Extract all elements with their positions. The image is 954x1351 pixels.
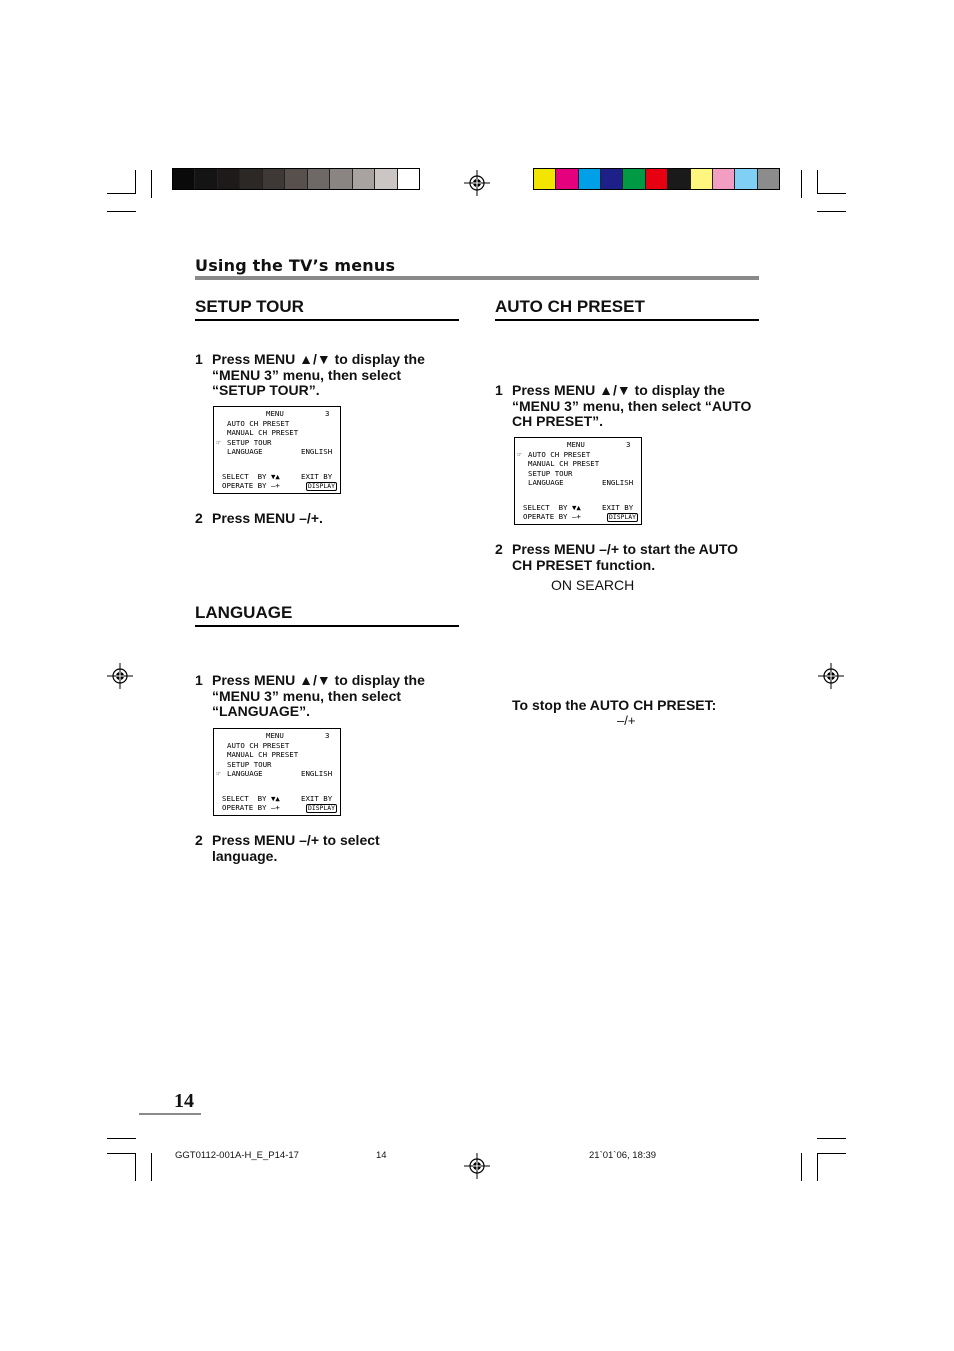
footer-timestamp: 21`01`06, 18:39	[589, 1150, 657, 1161]
setup-tour-step-1: 1 Press MENU ▲/▼ to display the “MENU 3” menu, then select “SETUP TOUR”.	[195, 351, 425, 398]
stop-auto-ch-preset-label: To stop the AUTO CH PRESET:	[512, 697, 717, 713]
grayscale-swatch	[263, 169, 285, 189]
color-bar	[533, 168, 780, 190]
footer-page: 14	[376, 1150, 387, 1161]
menu-screen-auto-ch-preset: MENU 3 ☞ AUTO CH PRESET MANUAL CH PRESET SETUP TOUR LANGUAGE ENGLISH SELECT BY ▼▲ EXIT BY OPERATE BY –+ DISPLAY	[514, 437, 642, 525]
grayscale-swatch	[195, 169, 217, 189]
hand-pointer-icon: ☞	[517, 449, 522, 459]
page-header-title: Using the TV’s menus	[195, 256, 396, 275]
page-number: 14	[174, 1090, 194, 1112]
stop-auto-ch-preset-value: –/+	[617, 713, 636, 728]
language-step-2: 2 Press MENU –/+ to select language.	[195, 832, 380, 864]
registration-mark-icon	[464, 1153, 490, 1179]
hand-pointer-icon: ☞	[216, 769, 221, 778]
registration-mark-icon	[107, 663, 133, 689]
color-swatch	[579, 169, 601, 189]
grayscale-swatch	[240, 169, 262, 189]
language-step-1: 1 Press MENU ▲/▼ to display the “MENU 3” menu, then select “LANGUAGE”.	[195, 672, 425, 719]
grayscale-swatch	[308, 169, 330, 189]
grayscale-swatch	[218, 169, 240, 189]
color-swatch	[713, 169, 735, 189]
setup-tour-heading: SETUP TOUR	[195, 297, 304, 316]
color-swatch	[646, 169, 668, 189]
menu-screen-language: MENU 3 AUTO CH PRESET MANUAL CH PRESET SETUP TOUR ☞ LANGUAGE ENGLISH SELECT BY ▼▲ EXIT BY OPERATE BY –+ DISPLAY	[213, 728, 341, 816]
registration-mark-icon	[818, 663, 844, 689]
page-header-rule	[195, 276, 759, 280]
color-swatch	[735, 169, 757, 189]
setup-tour-step-2: 2 Press MENU –/+.	[195, 510, 323, 526]
registration-mark-icon	[464, 170, 490, 196]
grayscale-bar	[172, 168, 420, 190]
color-swatch	[556, 169, 578, 189]
auto-ch-preset-rule	[495, 319, 759, 321]
menu-screen-setup-tour: MENU 3 AUTO CH PRESET MANUAL CH PRESET ☞ SETUP TOUR LANGUAGE ENGLISH SELECT BY ▼▲ EXIT BY OPERATE BY –+ DISPLAY	[213, 406, 341, 494]
auto-ch-preset-heading: AUTO CH PRESET	[495, 297, 645, 316]
color-swatch	[691, 169, 713, 189]
grayscale-swatch	[375, 169, 397, 189]
hand-pointer-icon: ☞	[216, 437, 221, 447]
footer-file: GGT0112-001A-H_E_P14-17	[175, 1150, 299, 1161]
grayscale-swatch	[285, 169, 307, 189]
color-swatch	[623, 169, 645, 189]
on-search-text: ON SEARCH	[551, 577, 635, 593]
auto-ch-preset-step-1: 1 Press MENU ▲/▼ to display the “MENU 3” menu, then select “AUTO CH PRESET”.	[495, 382, 752, 429]
language-heading: LANGUAGE	[195, 603, 293, 622]
setup-tour-rule	[195, 319, 459, 321]
grayscale-swatch	[353, 169, 375, 189]
color-swatch	[758, 169, 779, 189]
grayscale-swatch	[173, 169, 195, 189]
grayscale-swatch	[398, 169, 419, 189]
auto-ch-preset-step-2: 2 Press MENU –/+ to start the AUTO CH PRESET function.	[495, 541, 739, 573]
color-swatch	[668, 169, 690, 189]
color-swatch	[601, 169, 623, 189]
language-rule	[195, 625, 459, 627]
grayscale-swatch	[330, 169, 352, 189]
color-swatch	[534, 169, 556, 189]
page-number-rule	[139, 1113, 201, 1115]
